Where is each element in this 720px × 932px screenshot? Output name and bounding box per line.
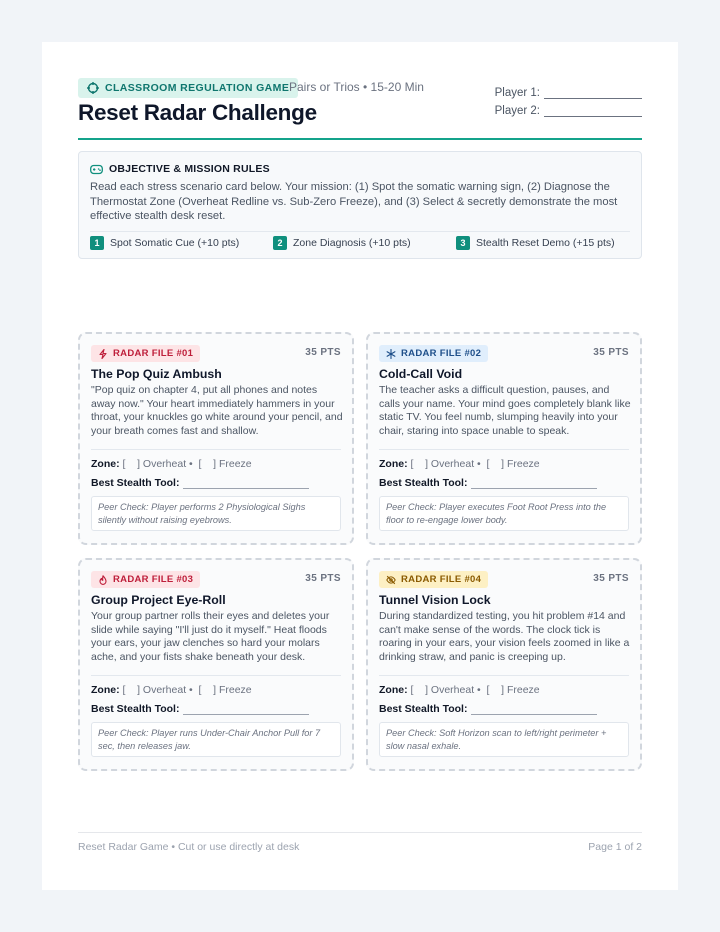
card-divider <box>379 675 629 676</box>
zone-label: Zone: <box>91 458 120 470</box>
stealth-tool-line[interactable] <box>183 706 309 715</box>
radar-file-label: RADAR FILE #04 <box>401 574 482 585</box>
zone-choice[interactable] <box>91 458 252 470</box>
objective-box <box>78 151 642 259</box>
footer-note: Reset Radar Game • Cut or use directly at desk <box>78 841 300 853</box>
zone-label: Zone: <box>379 684 408 696</box>
radar-file-label: RADAR FILE #02 <box>401 348 482 359</box>
zone-options[interactable]: [ ] Overheat • [ ] Freeze <box>122 458 252 470</box>
zone-options[interactable]: [ ] Overheat • [ ] Freeze <box>410 458 540 470</box>
player-2-field[interactable] <box>495 105 642 117</box>
page-number: Page 1 of 2 <box>588 841 642 853</box>
player-2-label: Player 2: <box>494 105 540 117</box>
scenario-card-01 <box>78 332 354 545</box>
card-title: Cold-Call Void <box>379 367 463 381</box>
footer-divider <box>78 832 642 833</box>
step-2 <box>273 236 411 250</box>
zone-choice[interactable] <box>91 684 252 696</box>
badge-label: CLASSROOM REGULATION GAME <box>105 82 290 94</box>
peer-check-box: Peer Check: Player runs Under-Chair Anchor Pull for 7 sec, then releases jaw. <box>91 722 341 757</box>
stealth-tool-field[interactable] <box>91 477 309 489</box>
snowflake-icon <box>386 349 396 359</box>
step-number: 2 <box>273 236 287 250</box>
radar-file-tag <box>91 345 200 362</box>
zone-options[interactable]: [ ] Overheat • [ ] Freeze <box>410 684 540 696</box>
step-number: 3 <box>456 236 470 250</box>
zone-label: Zone: <box>91 684 120 696</box>
card-title: Tunnel Vision Lock <box>379 593 491 607</box>
game-meta: Pairs or Trios • 15-20 Min <box>289 80 424 94</box>
step-label: Spot Somatic Cue (+10 pts) <box>110 237 240 249</box>
card-points: 35 PTS <box>593 573 629 584</box>
objective-text: Read each stress scenario card below. Your mission: (1) Spot the somatic warning sign, (2) Diagnose the Thermostat Zone (Overheat Redline vs. Sub-Zero Freeze), and (3) Select & secretly demonstrate the most effective stealth desk reset. <box>90 181 618 222</box>
stealth-tool-field[interactable] <box>91 703 309 715</box>
eye-off-icon <box>386 575 396 585</box>
radar-file-tag <box>379 345 488 362</box>
step-1 <box>90 236 239 250</box>
page-title: Reset Radar Challenge <box>78 100 317 125</box>
player-1-line[interactable] <box>544 88 642 99</box>
peer-check-box: Peer Check: Player performs 2 Physiological Sighs silently without raising eyebrows. <box>91 496 341 531</box>
card-divider <box>379 449 629 450</box>
worksheet-page <box>42 42 678 890</box>
card-points: 35 PTS <box>593 347 629 358</box>
card-divider <box>91 675 341 676</box>
lightning-icon <box>98 349 108 359</box>
stealth-tool-line[interactable] <box>471 706 597 715</box>
objective-heading <box>90 163 270 175</box>
scenario-card-04 <box>366 558 642 771</box>
stealth-tool-field[interactable] <box>379 477 597 489</box>
objective-divider <box>90 231 630 232</box>
card-points: 35 PTS <box>305 573 341 584</box>
game-type-badge <box>78 78 298 98</box>
card-scenario-text: The teacher asks a difficult question, pauses, and calls your name. Your mind goes completely blank like static TV. You feel numb, slumping heavily into your chair, staring into space unable to speak. <box>379 384 631 437</box>
player-1-label: Player 1: <box>494 87 540 99</box>
step-label: Zone Diagnosis (+10 pts) <box>293 237 411 249</box>
stealth-tool-label: Best Stealth Tool: <box>91 477 180 489</box>
objective-heading-text: OBJECTIVE & MISSION RULES <box>109 163 270 175</box>
zone-options[interactable]: [ ] Overheat • [ ] Freeze <box>122 684 252 696</box>
card-scenario-text: "Pop quiz on chapter 4, put all phones and notes away now." Your heart immediately hammers in your throat, your knuckles go white around your pencil, and your breath comes fast and shallow. <box>91 384 343 437</box>
radar-file-tag <box>91 571 200 588</box>
card-points: 35 PTS <box>305 347 341 358</box>
stealth-tool-line[interactable] <box>471 480 597 489</box>
radar-file-label: RADAR FILE #01 <box>113 348 194 359</box>
card-title: Group Project Eye-Roll <box>91 593 226 607</box>
radar-file-tag <box>379 571 488 588</box>
header-divider <box>78 138 642 140</box>
step-3 <box>456 236 615 250</box>
stealth-tool-field[interactable] <box>379 703 597 715</box>
crosshair-icon <box>87 82 99 94</box>
gamepad-icon <box>90 164 103 175</box>
card-scenario-text: During standardized testing, you hit problem #14 and can't make sense of the words. The clock tick is roaring in your ears, your vision feels zoomed in like a drinking straw, and panic is creeping up. <box>379 610 630 663</box>
stealth-tool-line[interactable] <box>183 480 309 489</box>
step-number: 1 <box>90 236 104 250</box>
zone-choice[interactable] <box>379 684 540 696</box>
card-divider <box>91 449 341 450</box>
player-2-line[interactable] <box>544 106 642 117</box>
step-label: Stealth Reset Demo (+15 pts) <box>476 237 615 249</box>
scenario-card-03 <box>78 558 354 771</box>
zone-choice[interactable] <box>379 458 540 470</box>
stealth-tool-label: Best Stealth Tool: <box>379 477 468 489</box>
stealth-tool-label: Best Stealth Tool: <box>91 703 180 715</box>
card-title: The Pop Quiz Ambush <box>91 367 222 381</box>
radar-file-label: RADAR FILE #03 <box>113 574 194 585</box>
flame-icon <box>98 575 108 585</box>
zone-label: Zone: <box>379 458 408 470</box>
scenario-card-02 <box>366 332 642 545</box>
peer-check-box: Peer Check: Player executes Foot Root Press into the floor to re-engage lower body. <box>379 496 629 531</box>
stealth-tool-label: Best Stealth Tool: <box>379 703 468 715</box>
card-scenario-text: Your group partner rolls their eyes and deletes your slide while saying "I'll just do it myself." Heat floods your ears, your jaw clenches so hard your molars ache, and your fists shake beneath your desk. <box>91 610 330 663</box>
player-1-field[interactable] <box>495 87 642 99</box>
peer-check-box: Peer Check: Soft Horizon scan to left/right perimeter + slow nasal exhale. <box>379 722 629 757</box>
